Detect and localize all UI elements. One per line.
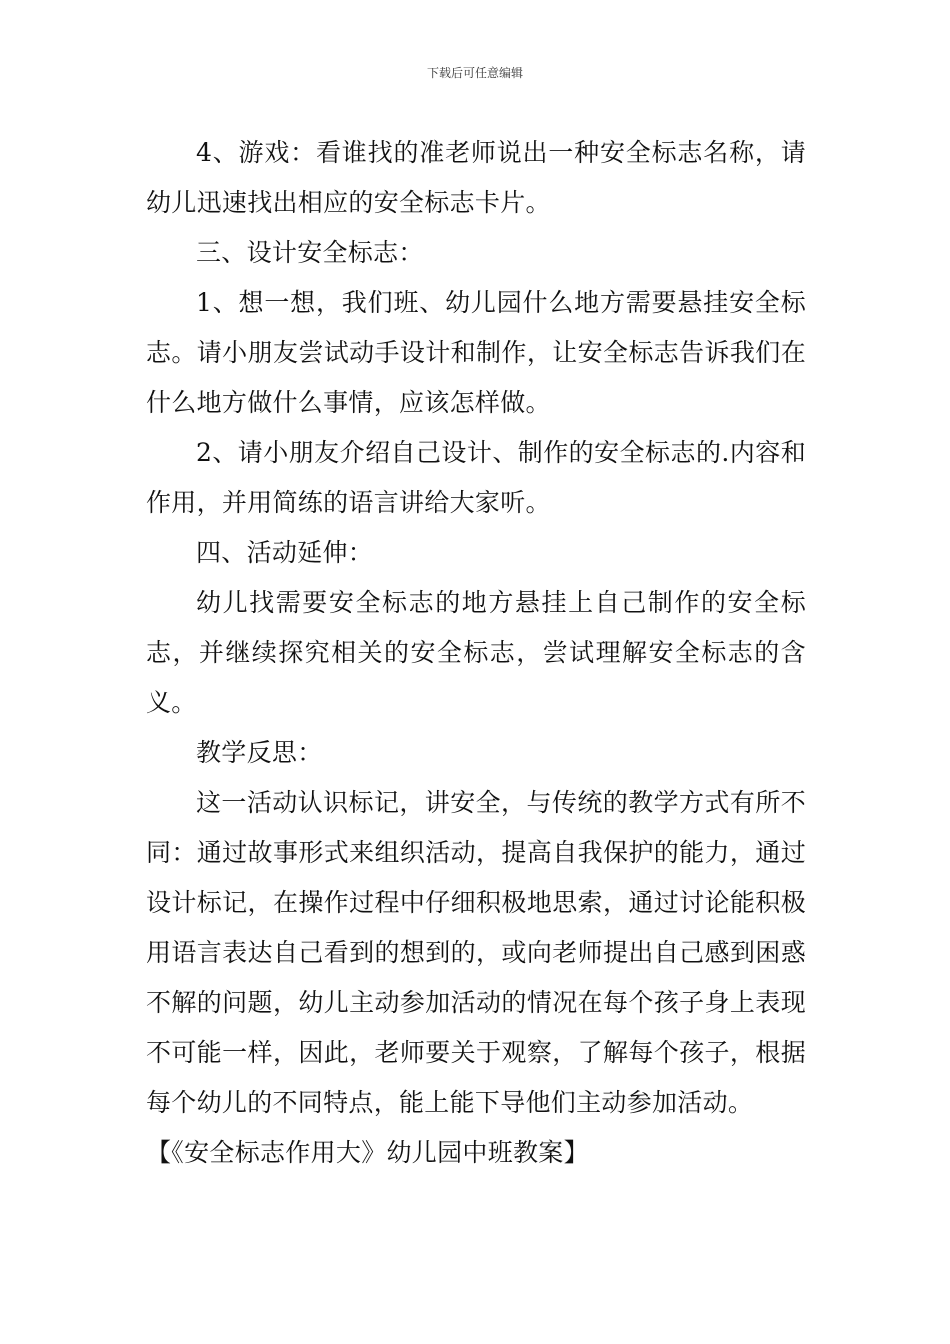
- paragraph-introduce: 2、请小朋友介绍自己设计、制作的安全标志的.内容和作用，并用简练的语言讲给大家听。: [146, 438, 806, 517]
- document-title: 【《安全标志作用大》幼儿园中班教案】: [146, 1138, 589, 1167]
- document-body: [146, 128, 806, 1178]
- paragraph-game: 4、游戏：看谁找的准老师说出一种安全标志名称，请幼儿迅速找出相应的安全标志卡片。: [146, 138, 806, 217]
- section-heading-design: 三、设计安全标志：: [196, 238, 424, 267]
- paragraph-reflection: 这一活动认识标记，讲安全，与传统的教学方式有所不同：通过故事形式来组织活动，提高自我保护的能力，通过设计标记，在操作过程中仔细积极地思索，通过讨论能积极用语言表达自己看到的想到的，或向老师提出自己感到困惑不解的问题，幼儿主动参加活动的情况在每个孩子身上表现不可能一样，因此，老师要关于观察，了解每个孩子，根据每个幼儿的不同特点，能上能下导他们主动参加活动。: [146, 788, 806, 1117]
- page-header: 下载后可任意编辑: [426, 66, 523, 80]
- paragraph-extension: 幼儿找需要安全标志的地方悬挂上自己制作的安全标志，并继续探究相关的安全标志，尝试理解安全标志的含义。: [146, 588, 806, 717]
- section-heading-extension: 四、活动延伸：: [196, 538, 374, 567]
- paragraph-think: 1、想一想，我们班、幼儿园什么地方需要悬挂安全标志。请小朋友尝试动手设计和制作，让安全标志告诉我们在什么地方做什么事情，应该怎样做。: [146, 288, 806, 417]
- section-heading-reflection: 教学反思：: [196, 738, 323, 767]
